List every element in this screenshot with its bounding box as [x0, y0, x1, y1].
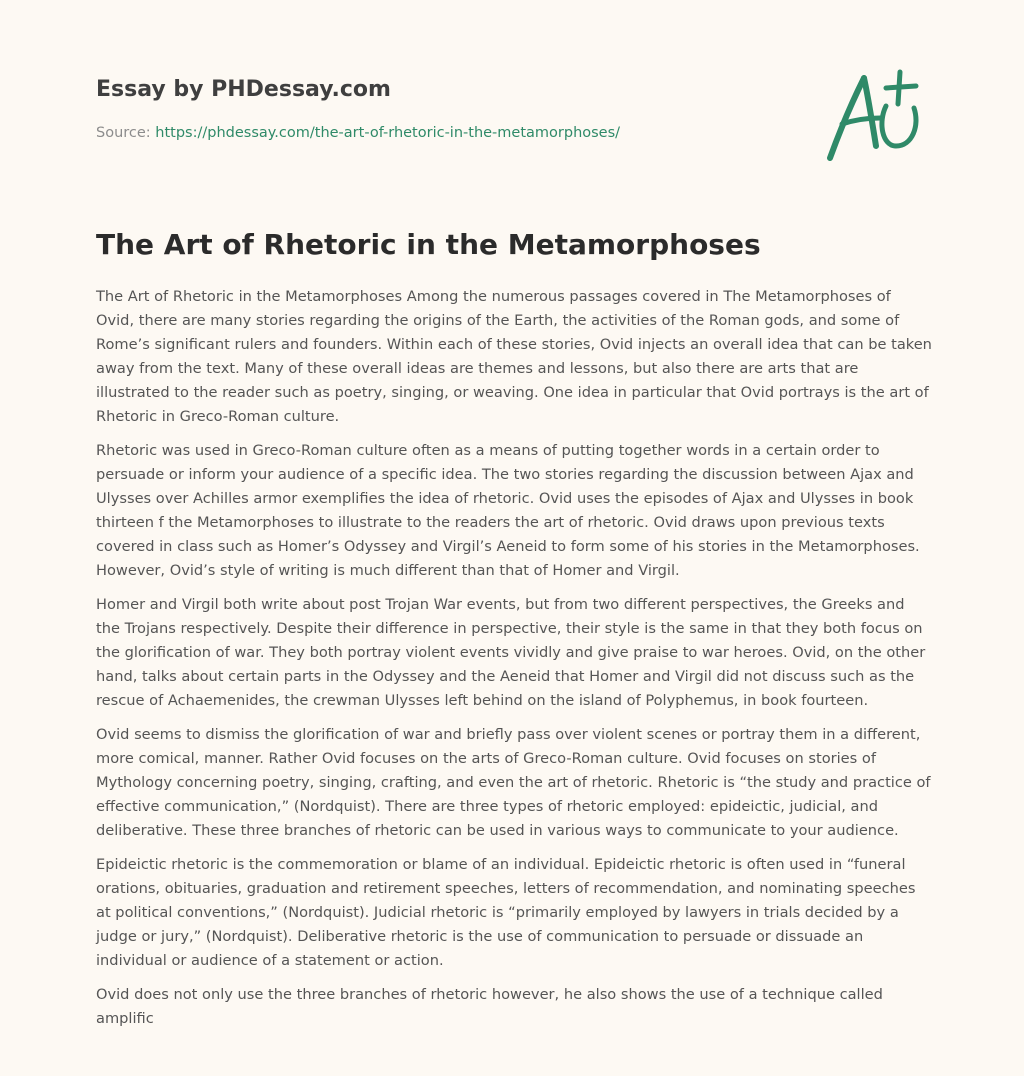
paragraph: Homer and Virgil both write about post Trojan War events, but from two different perspectives, the Greeks and the Trojans respectively. Despite their difference in perspective, their style is the same in that they both focus on the glorification of war. They both portray violent events vividly and give praise to war heroes. Ovid, on the other hand, talks about certain parts in the Odyssey and the Aeneid that Homer and Virgil did not discuss such as the rescue of Achaemenides, the crewman Ulysses left behind on the island of Polyphemus, in book fourteen. — [96, 596, 926, 709]
paragraph: The Art of Rhetoric in the Metamorphoses Among the numerous passages covered in The Metamorphoses of Ovid, there are many stories regarding the origins of the Earth, the activities of the Roman gods, and some of Rome’s significant rulers and founders. Within each of these stories, Ovid injects an overall idea that can be taken away from the text. Many of these overall ideas are themes and lessons, but also there are arts that are illustrated to the reader such as poetry, singing, or weaving. One idea in particular that Ovid portrays is the art of Rhetoric in Greco-Roman culture. — [96, 288, 932, 425]
source-line — [96, 123, 620, 143]
paragraph: Epideictic rhetoric is the commemoration or blame of an individual. Epideictic rhetoric is often used in “funeral orations, obituaries, graduation and retirement speeches, letters of recommendation, and nominating speeches at political conventions,” (Nordquist). Judicial rhetoric is “primarily employed by lawyers in trials decided by a judge or jury,” (Nordquist). Deliberative rhetoric is the use of communication to persuade or dissuade an individual or audience of a statement or action. — [96, 856, 916, 969]
site-title: Essay by PHDessay.com — [96, 77, 391, 102]
source-link[interactable]: https://phdessay.com/the-art-of-rhetoric-in-the-metamorphoses/ — [155, 125, 621, 141]
source-label: Source: — [96, 125, 151, 141]
document-title: The Art of Rhetoric in the Metamorphoses — [96, 228, 761, 261]
paragraph: Rhetoric was used in Greco-Roman culture often as a means of putting together words in a certain order to persuade or inform your audience of a specific idea. The two stories regarding the discussion between Ajax and Ulysses over Achilles armor exemplifies the idea of rhetoric. Ovid uses the episodes of Ajax and Ulysses in book thirteen f the Metamorphoses to illustrate to the readers the art of rhetoric. Ovid draws upon previous texts covered in class such as Homer’s Odyssey and Virgil’s Aeneid to form some of his stories in the Metamorphoses. However, Ovid’s style of writing is much different than that of Homer and Virgil. — [96, 442, 920, 579]
paragraph: Ovid does not only use the three branches of rhetoric however, he also shows the use of a technique called amplific — [96, 986, 883, 1027]
a-plus-logo-icon — [820, 66, 930, 166]
paragraph: Ovid seems to dismiss the glorification of war and briefly pass over violent scenes or portray them in a different, more comical, manner. Rather Ovid focuses on the arts of Greco-Roman culture. Ovid focuses on stories of Mythology concerning poetry, singing, crafting, and even the art of rhetoric. Rhetoric is “the study and practice of effective communication,” (Nordquist). There are three types of rhetoric employed: epideictic, judicial, and deliberative. These three branches of rhetoric can be used in various ways to communicate to your audience. — [96, 726, 931, 839]
essay-body — [96, 285, 932, 1041]
